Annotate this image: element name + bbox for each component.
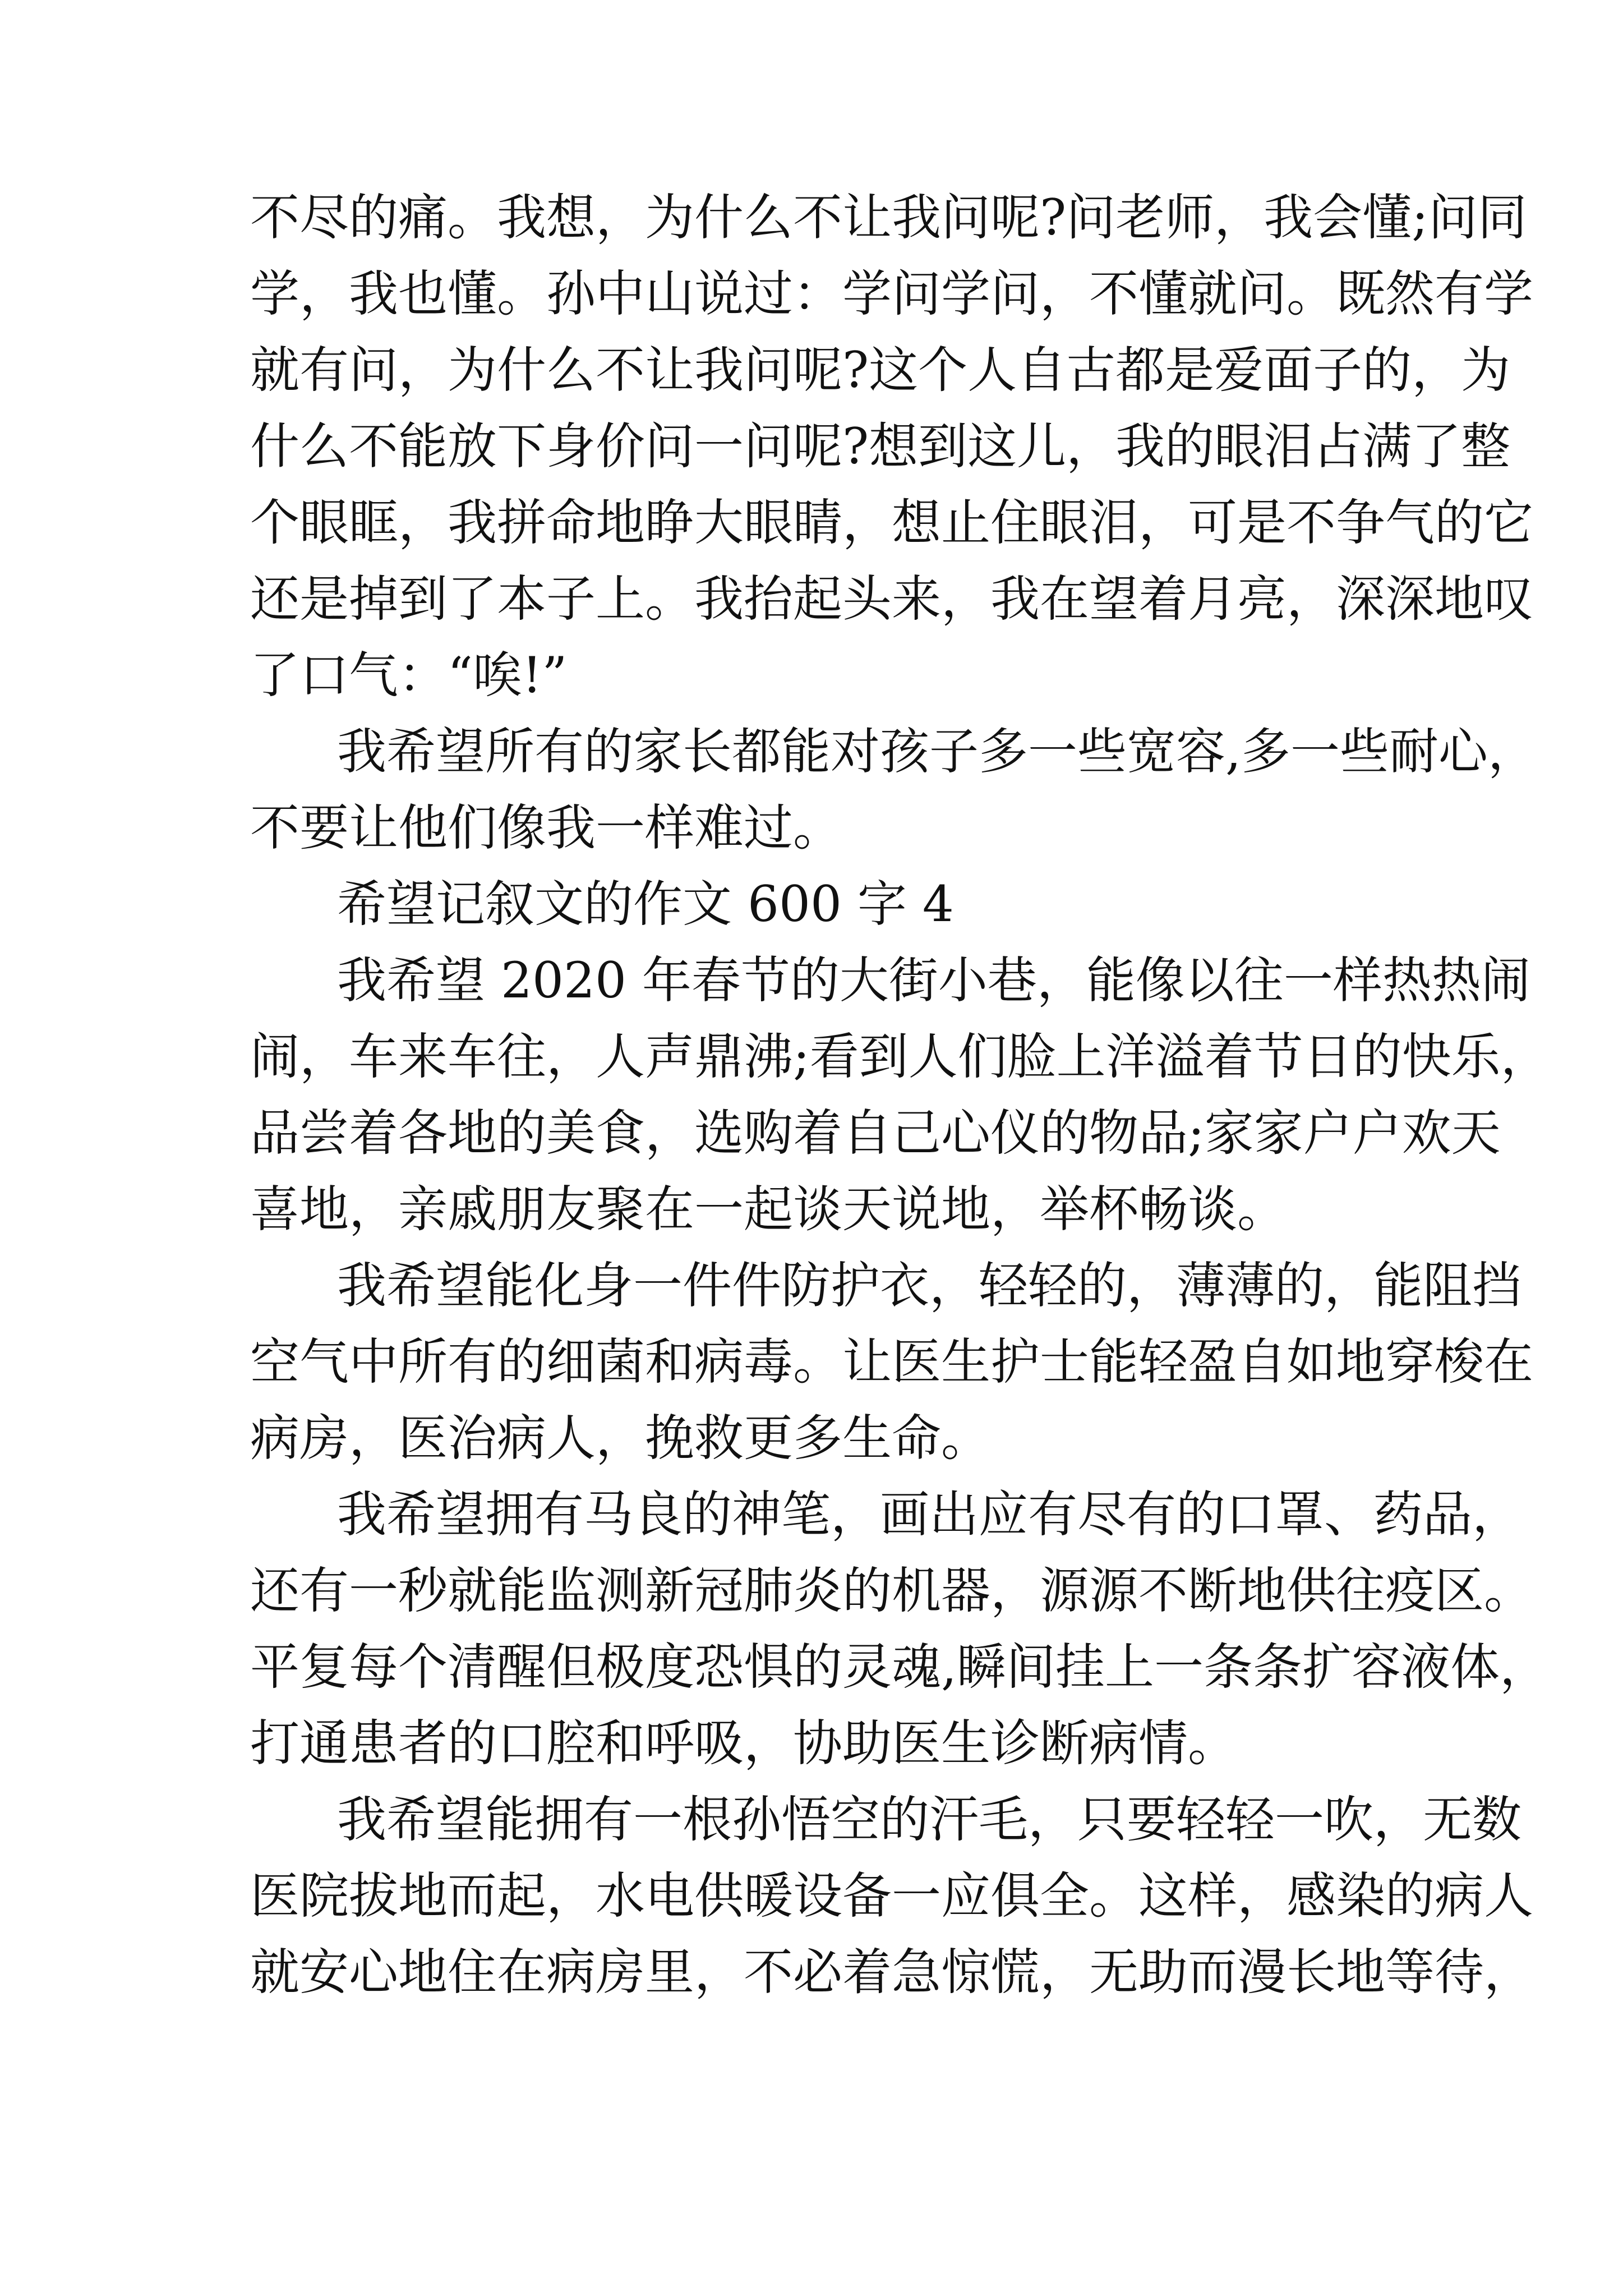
text-line: 喜地，亲戚朋友聚在一起谈天说地，举杯畅谈。 <box>250 1180 1287 1238</box>
section-heading: 希望记叙文的作文 600 字 4 <box>337 875 954 933</box>
text-line: 医院拔地而起，水电供暖设备一应俱全。这样，感染的病人 <box>250 1867 1534 1925</box>
text-line: 学，我也懂。孙中山说过：学问学问，不懂就问。既然有学 <box>250 265 1534 323</box>
text-line: 我希望拥有马良的神笔，画出应有尽有的口罩、药品， <box>337 1485 1522 1543</box>
document-body <box>250 180 1550 2010</box>
text-line: 我希望所有的家长都能对孩子多一些宽容,多一些耐心， <box>337 723 1537 780</box>
text-line: 品尝着各地的美食，选购着自己心仪的物品;家家户户欢天 <box>250 1104 1501 1162</box>
text-line: 病房，医治病人，挽救更多生命。 <box>250 1409 991 1467</box>
text-line: 闹，车来车往，人声鼎沸;看到人们脸上洋溢着节日的快乐， <box>250 1028 1550 1085</box>
text-line: 平复每个清醒但极度恐惧的灵魂,瞬间挂上一条条扩容液体， <box>250 1638 1549 1696</box>
text-line: 我希望能化身一件件防护衣，轻轻的，薄薄的，能阻挡 <box>337 1257 1522 1314</box>
text-line: 不尽的痛。我想，为什么不让我问呢?问老师，我会懂;问同 <box>250 188 1527 246</box>
text-line: 打通患者的口腔和呼吸，协助医生诊断病情。 <box>250 1714 1238 1772</box>
text-line: 我希望能拥有一根孙悟空的汗毛，只要轻轻一吹，无数 <box>337 1791 1522 1848</box>
text-line: 什么不能放下身价问一问呢?想到这儿，我的眼泪占满了整 <box>250 417 1511 475</box>
text-line: 还是掉到了本子上。我抬起头来，我在望着月亮，深深地叹 <box>250 570 1534 628</box>
text-line: 了口气：“唉!” <box>250 646 568 704</box>
text-line: 空气中所有的细菌和病毒。让医生护士能轻盈自如地穿梭在 <box>250 1333 1534 1391</box>
text-line: 个眼眶，我拼命地睁大眼睛，想止住眼泪，可是不争气的它 <box>250 494 1534 551</box>
text-line: 还有一秒就能监测新冠肺炎的机器，源源不断地供往疫区。 <box>250 1562 1534 1619</box>
text-line: 就安心地住在病房里，不必着急惊慌，无助而漫长地等待， <box>250 1943 1534 2001</box>
text-line: 我希望 2020 年春节的大街小巷，能像以往一样热热闹 <box>337 951 1530 1009</box>
text-line: 就有问，为什么不让我问呢?这个人自古都是爱面子的，为 <box>250 341 1511 399</box>
text-line: 不要让他们像我一样难过。 <box>250 799 843 857</box>
